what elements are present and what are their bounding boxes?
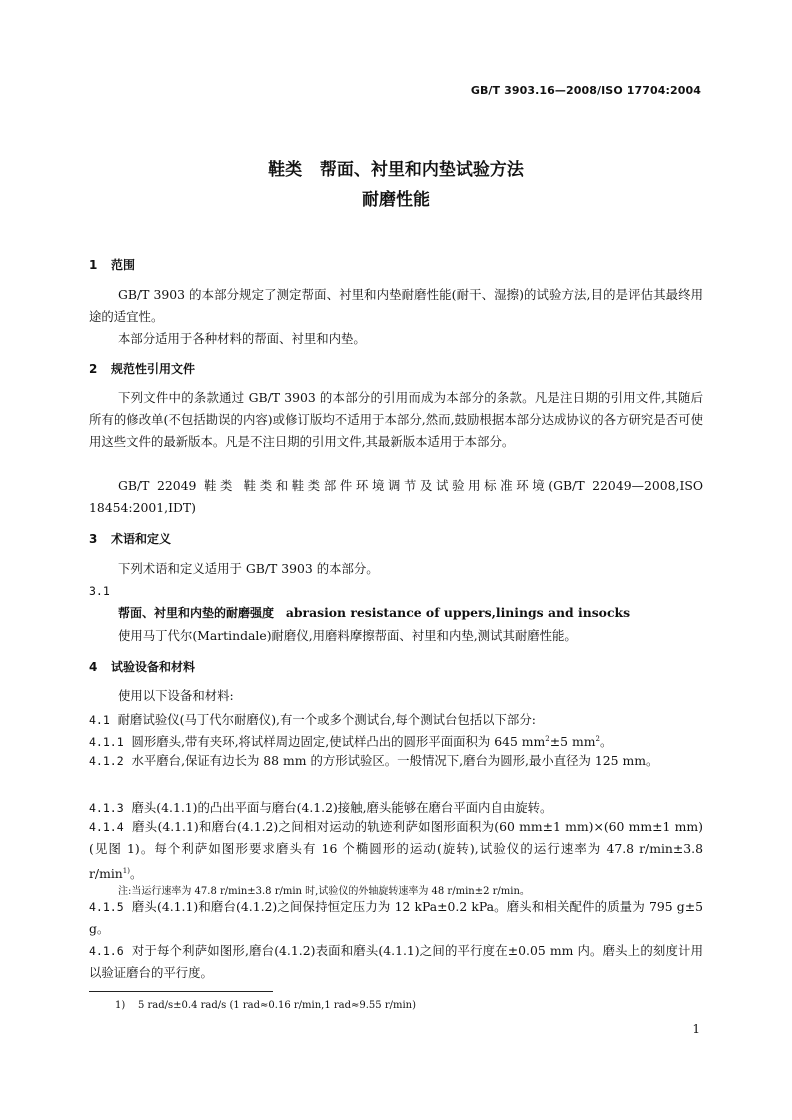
footnote-text: 5 rad/s±0.4 rad/s (1 rad≈0.16 r/min,1 rad≈9.55 r/min) — [137, 1000, 416, 1011]
section-title: 试验设备和材料 — [111, 660, 196, 674]
clause-number: 4.1.4 — [89, 820, 124, 834]
clause-4-1-3 — [89, 798, 703, 816]
section-title: 规范性引用文件 — [111, 362, 196, 376]
section-1-para-2: 本部分适用于各种材料的帮面、衬里和内垫。 — [118, 331, 366, 346]
clause-text: 磨头(4.1.1)和磨台(4.1.2)之间保持恒定压力为 12 kPa±0.2 kPa。磨头和相关配件的质量为 795 g±5 g。 — [89, 899, 703, 936]
section-number: 4 — [89, 660, 98, 674]
term-entry — [118, 604, 732, 621]
clause-number: 4.1.6 — [89, 944, 124, 958]
section-3-heading — [89, 530, 171, 547]
clause-4-1-5 — [89, 896, 703, 940]
clause-number: 4.1.1 — [89, 735, 124, 749]
footnote-divider — [89, 991, 273, 992]
clause-text-end: 。 — [129, 866, 143, 882]
footnote — [115, 1000, 416, 1011]
section-1-para-1: GB/T 3903 的本部分规定了测定帮面、衬里和内垫耐磨性能(耐干、湿擦)的试验方法,目的是评估其最终用途的适宜性。 — [89, 287, 703, 324]
clause-text: 对于每个利萨如图形,磨台(4.1.2)表面和磨头(4.1.1)之间的平行度在±0.05 mm 内。磨头上的刻度计用以验证磨台的平行度。 — [89, 943, 703, 980]
clause-number: 4.1.2 — [89, 754, 124, 768]
clause-text-end: 。 — [599, 734, 613, 749]
clause-4-1-4 — [89, 816, 703, 885]
clause-text: 水平磨台,保证有边长为 88 mm 的方形试验区。一般情况下,磨台为圆形,最小直径为 125 mm。 — [131, 753, 659, 768]
term-english: abrasion resistance of uppers,linings and insocks — [285, 605, 631, 620]
section-2-para-1: 下列文件中的条款通过 GB/T 3903 的本部分的引用而成为本部分的条款。凡是注日期的引用文件,其随后所有的修改单(不包括勘误的内容)或修订版均不适用于本部分,然而,鼓励根据本部分达成协议的各方研究是否可使用这些文件的最新版本。凡是不注日期的引用文件,其最新版本适用于本部分。 — [89, 390, 703, 449]
clause-text: 耐磨试验仪(马丁代尔耐磨仪),有一个或多个测试台,每个测试台包括以下部分: — [117, 712, 536, 727]
term-definition: 使用马丁代尔(Martindale)耐磨仪,用磨料摩擦帮面、衬里和内垫,测试其耐磨性能。 — [118, 628, 577, 643]
section-number: 3 — [89, 532, 98, 546]
term-chinese: 帮面、衬里和内垫的耐磨强度 — [118, 606, 275, 620]
section-title: 范围 — [111, 258, 136, 272]
clause-number: 4.1 — [89, 713, 110, 727]
clause-number: 4.1.3 — [89, 801, 124, 815]
clause-number: 4.1.5 — [89, 900, 124, 914]
clause-4-1-2 — [89, 750, 703, 772]
clause-4-1-1 — [89, 732, 703, 750]
clause-3-1-number: 3.1 — [89, 584, 110, 598]
page-title-line2: 耐磨性能 — [362, 190, 430, 210]
superscript: 2 — [595, 734, 600, 743]
standard-number: GB/T 3903.16—2008/ISO 17704:2004 — [470, 84, 701, 97]
clause-text-mid: ±5 mm — [549, 734, 596, 749]
clause-4-1-6 — [89, 940, 703, 984]
section-4-heading — [89, 658, 195, 675]
section-3-para-1: 下列术语和定义适用于 GB/T 3903 的本部分。 — [118, 561, 379, 576]
note: 注:当运行速率为 47.8 r/min±3.8 r/min 时,试验仪的外轴旋转速率为 48 r/min±2 r/min。 — [118, 886, 530, 897]
clause-4-1 — [89, 710, 703, 728]
section-title: 术语和定义 — [111, 532, 172, 546]
clause-text: 磨头(4.1.1)的凸出平面与磨台(4.1.2)接触,磨头能够在磨台平面内自由旋转。 — [131, 800, 553, 815]
clause-text: 圆形磨头,带有夹环,将试样周边固定,使试样凸出的圆形平面面积为 645 mm — [131, 734, 546, 749]
section-2-reference: GB/T 22049 鞋类 鞋类和鞋类部件环境调节及试验用标准环境(GB/T 22049—2008,ISO 18454:2001,IDT) — [89, 478, 703, 515]
section-1-heading — [89, 256, 135, 273]
section-number: 1 — [89, 258, 98, 272]
section-4-intro: 使用以下设备和材料: — [118, 688, 234, 703]
clause-text: 磨头(4.1.1)和磨台(4.1.2)之间相对运动的轨迹利萨如图形面积为(60 mm±1 mm)×(60 mm±1 mm)(见图 1)。每个利萨如图形要求磨头有 16 个椭圆形的运动(旋转),试验仪的运行速率为 47.8 r/min±3.8 r/min — [89, 819, 703, 882]
superscript: 2 — [545, 734, 550, 743]
footnote-mark: 1) — [115, 1000, 126, 1011]
section-2-heading — [89, 360, 195, 377]
footnote-ref: 1) — [122, 867, 130, 875]
page-title-line1: 鞋类 帮面、衬里和内垫试验方法 — [268, 160, 524, 180]
section-number: 2 — [89, 362, 98, 376]
page-number: 1 — [692, 1022, 700, 1036]
